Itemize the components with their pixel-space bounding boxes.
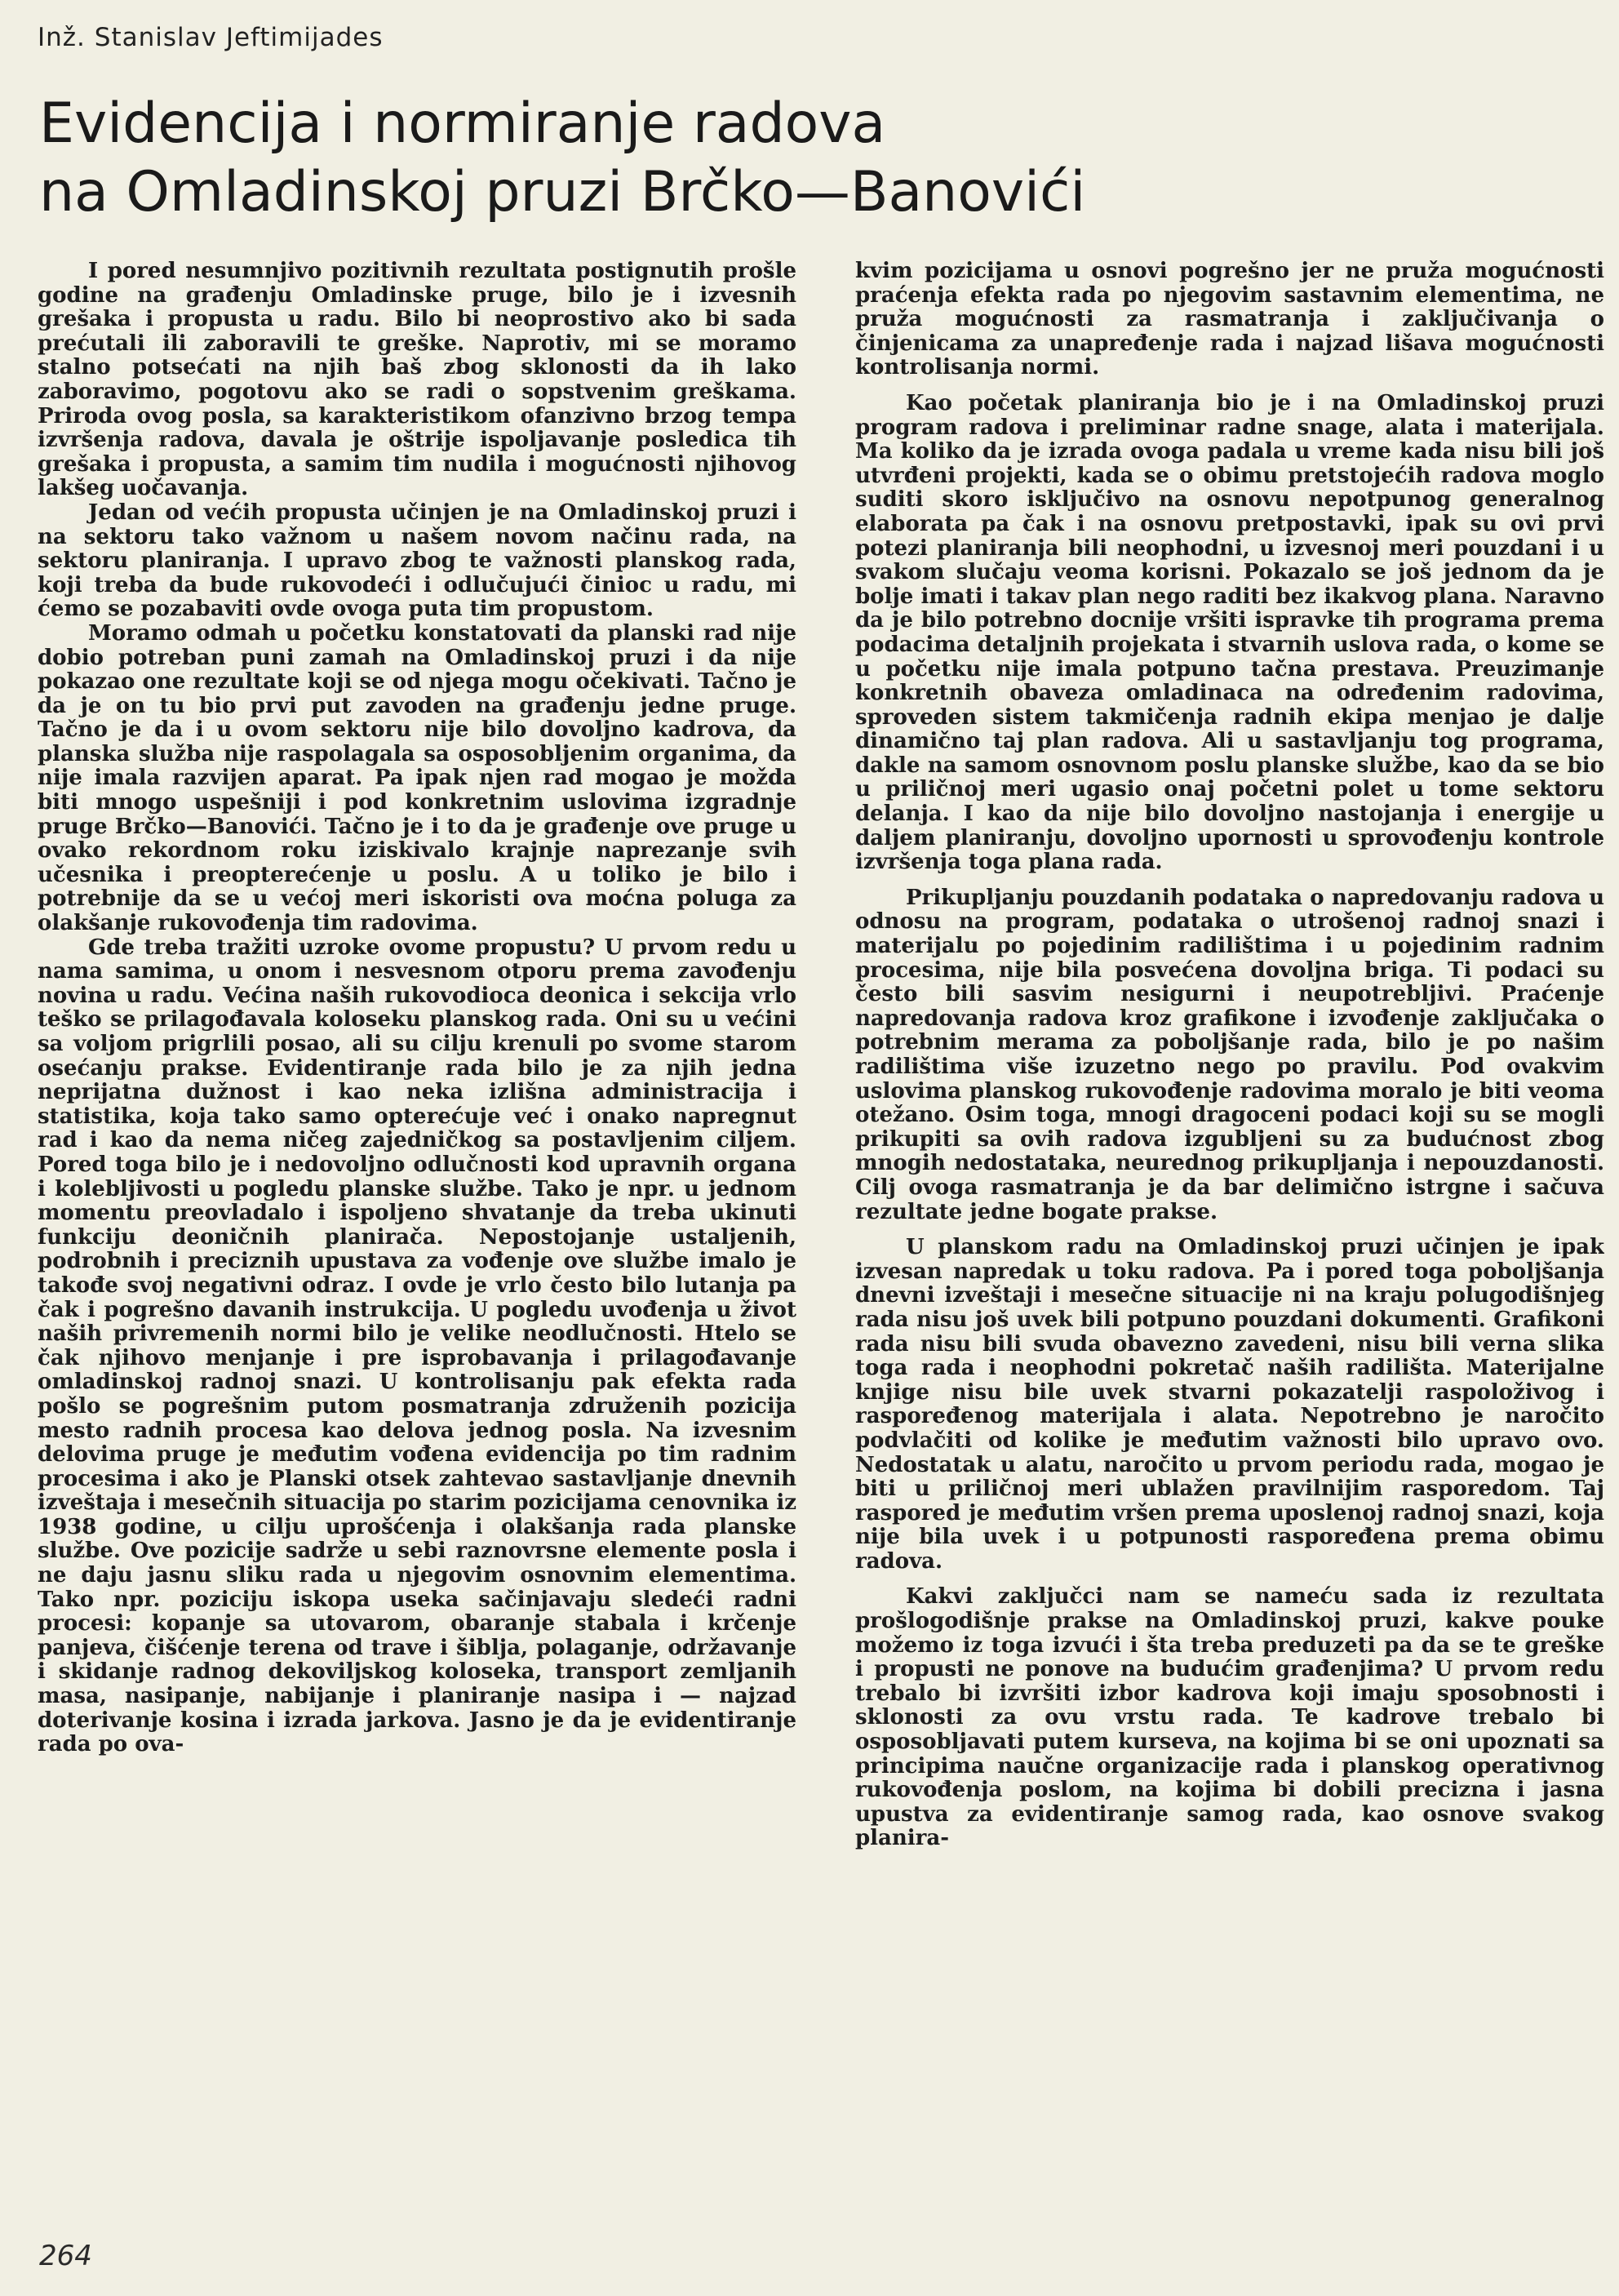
author-name: Inž. Stanislav Jeftimijades [38,23,384,52]
paragraph: U planskom radu na Omladinskoj pruzi učinjen je ipak izvesan napredak u toku radova. Pa i pored toga poboljšanja dnevni izveštaji i mesečne situacije ni na kraju polugodišnjeg rada nisu još uvek bili potpuno pouzdani dokumenti. Grafikoni rada nisu bili svuda obavezno zavedeni, nisu bili verna slika toga rada i neophodni pokretač naših radilišta. Materijalne knjige nisu bile uvek stvarni pokazatelji raspoloživog i raspoređenog materijala i alata. Nepotrebno je naročito podvlačiti od kolike je međutim važnosti bilo upravo ovo. Nedostatak u alatu, naročito u prvom periodu rada, mogao je biti u priličnoj meri ublažen pravilnijim rasporedom. Taj raspored je međutim vršen prema uposlenoj radnoj snazi, koja nije bila uvek i u potpunosti raspoređena prema obimu radova. [855,1235,1604,1574]
right-text-column [855,260,1604,2218]
paragraph: Gde treba tražiti uzroke ovome propustu? U prvom redu u nama samima, u onom i nesvesnom otporu prema zavođenju novina u radu. Većina naših rukovodioca deonica i sekcija vrlo teško se prilagođavala koloseku planskog rada. Oni su u većini sa voljom prigrlili posao, ali su cilju krenuli po svome starom osećanju prakse. Evidentiranje rada bilo je za njih jedna neprijatna dužnost i kao neka izlišna administracija i statistika, koja tako samo opterećuje već i onako napregnut rad i kao da nema ničeg zajedničkog sa postavljenim ciljem. Pored toga bilo je i nedovoljno odlučnosti kod upravnih organa i kolebljivosti u pogledu planske službe. Tako je npr. u jednom momentu preovladalo i ispoljeno shvatanje da treba ukinuti funkciju deoničnih planirača. Nepostojanje ustaljenih, podrobnih i preciznih upustava za vođenje ove službe imalo je takođe svoj negativni odraz. I ovde je vrlo često bilo lutanja pa čak i pogrešno davanih instrukcija. U pogledu uvođenja u život naših privremenih normi bilo je velike neodlučnosti. Htelo se čak njihovo menjanje i pre isprobavanja i prilagođavanje omladinskoj radnoj snazi. U kontrolisanju pak efekta rada pošlo se pogrešnim putom posmatranja združenih pozicija mesto radnih procesa kao delova jednog posla. Na izvesnim delovima pruge je međutim vođena evidencija po tim radnim procesima i ako je Planski otsek zahtevao sastavljanje dnevnih izveštaja i mesečnih situacija po starim pozicijama cenovnika iz 1938 godine, u cilju uprošćenja i olakšanja rada planske službe. Ove pozicije sadrže u sebi raznovrsne elemente posla i ne daju jasnu sliku rada u njegovim osnovnim elementima. Tako npr. poziciju iskopa useka sačinjavaju sledeći radni procesi: kopanje sa utovarom, obaranje stabala i krčenje panjeva, čišćenje terena od trave i šiblja, polaganje, održavanje i skidanje radnog dekoviljskog koloseka, transport zemljanih masa, nasipanje, nabijanje i planiranje nasipa i — najzad doterivanje kosina i izrada jarkova. Jasno je da je evidentiranje rada po ova- [38,935,796,1757]
paragraph: Moramo odmah u početku konstatovati da planski rad nije dobio potreban puni zamah na Omladinskoj pruzi i da nije pokazao one rezultate koji se od njega mogu očekivati. Tačno je da je on tu bio prvi put zavoden na građenju jedne pruge. Tačno je da i u ovom sektoru nije bilo dovoljno kadrova, da planska služba nije raspolagala sa osposobljenim organima, da nije imala razvijen aparat. Pa ipak njen rad mogao je možda biti mnogo uspešniji i pod konkretnim uslovima izgradnje pruge Brčko—Banovići. Tačno je i to da je građenje ove pruge u ovako rekordnom roku iziskivalo krajnje naprezanje svih učesnika i preopterećenje u poslu. A u toliko je bilo i potrebnije da se u većoj meri iskoristi ova moćna poluga za olakšanje rukovođenja tim radovima. [38,620,796,936]
paragraph: Kakvi zaključci nam se nameću sada iz rezultata prošlogodišnje prakse na Omladinskoj pruzi, kakve pouke možemo iz toga izvući i šta treba preduzeti pa da se te greške i propusti ne ponove na budućim građenjima? U prvom redu trebalo bi izvršiti izbor kadrova koji imaju sposobnosti i sklonosti za ovu vrstu rada. Te kadrove trebalo bi osposobljavati putem kurseva, na kojima bi se oni upoznati sa principima naučne organizacije rada i planskog operativnog rukovođenja poslom, na kojima bi dobili precizna i jasna upustva za evidentiranje samog rada, kao osnove svakog planira- [855,1584,1604,1851]
paragraph: Kao početak planiranja bio je i na Omladinskoj pruzi program radova i preliminar radne snage, alata i materijala. Ma koliko da je izrada ovoga padala u vreme kada nisu bili još utvrđeni projekti, kada se o obimu pretstojećih radova moglo suditi skoro isključivo na osnovu nepotpunog generalnog elaborata pa čak i na osnovu pretpostavki, ipak su ovi prvi potezi planiranja bili neophodni, u izvesnoj meri pouzdani i u svakom slučaju veoma korisni. Pokazalo se još jednom da je bolje imati i takav plan nego raditi bez ikakvog plana. Naravno da je bilo potrebno docnije vršiti ispravke tih programa prema podacima detaljnih projekata i stvarnih uslova rada, o kome se u početku nije imala potpuno tačna prestava. Preuzimanje konkretnih obaveza omladinaca na određenim radovima, sproveden sistem takmičenja radnih ekipa menjao je dalje dinamično taj plan radova. Ali u sastavljanju tog programa, dakle na samom osnovnom poslu planske službe, kao da se bio u priličnoj meri ugasio onaj početni polet u tome sektoru delanja. I kao da nije bilo dovoljno nastojanja i energije u daljem planiranju, dovoljno upornosti u sprovođenju kontrole izvršenja toga plana rada. [855,390,1604,875]
page-number: 264 [39,2240,92,2272]
title-line-1: Evidencija i normiranje radova [39,91,886,156]
paragraph: Jedan od većih propusta učinjen je na Omladinskoj pruzi i na sektoru tako važnom u našem novom načinu rada, na sektoru planiranja. I upravo zbog te važnosti planskog rada, koji treba da bude rukovodeći i odlučujući činioc u radu, mi ćemo se pozabaviti ovde ovoga puta tim propustom. [38,500,796,622]
left-text-column [38,260,796,2218]
title-line-2: na Omladinskoj pruzi Brčko—Banovići [39,160,1086,224]
paragraph: I pored nesumnjivo pozitivnih rezultata postignutih prošle godine na građenju Omladinske pruge, bilo je i izvesnih grešaka i propusta u radu. Bilo bi neoprostivo ako bi sada prećutali ili zaboravili te greške. Naprotiv, mi se moramo stalno potsećati na njih baš zbog sklonosti da ih lako zaboravimo, pogotovu ako se radi o sopstvenim greškama. Priroda ovog posla, sa karakteristikom ofanzivno brzog tempa izvršenja radova, davala je oštrije ispoljavanje posledica tih grešaka i propusta, a samim tim nudila i mogućnosti njihovog lakšeg uočavanja. [38,260,796,501]
paragraph: kvim pozicijama u osnovi pogrešno jer ne pruža mogućnosti praćenja efekta rada po njegovim sastavnim elementima, ne pruža mogućnosti za rasmatranja i zaključivanja o činjenicama za unapređenje rada i najzad lišava mogućnosti kontrolisanja normi. [855,260,1604,380]
paragraph: Prikupljanju pouzdanih podataka o napredovanju radova u odnosu na program, podataka o utrošenoj radnoj snazi i materijalu po pojedinim radilištima i u pojedinim radnim procesima, nije bila posvećena dovoljna briga. Ti podaci su često bili sasvim nesigurni i neupotrebljivi. Praćenje napredovanja radova kroz grafikone i izvođenje zaključaka o potrebnim merama za poboljšanje rada, bilo je po našim radilištima više izuzetno nego po pravilu. Pod ovakvim uslovima planskog rukovođenje radovima moralo je biti veoma otežano. Osim toga, mnogi dragoceni podaci koji su se mogli prikupiti sa ovih radova izgubljeni su za budućnost zbog mnogih nedostataka, neurednog prikupljanja i nepouzdanosti. Cilj ovoga rasmatranja je da bar delimično istrgne i sačuva rezultate jedne bogate prakse. [855,885,1604,1224]
article-title [39,90,1573,227]
